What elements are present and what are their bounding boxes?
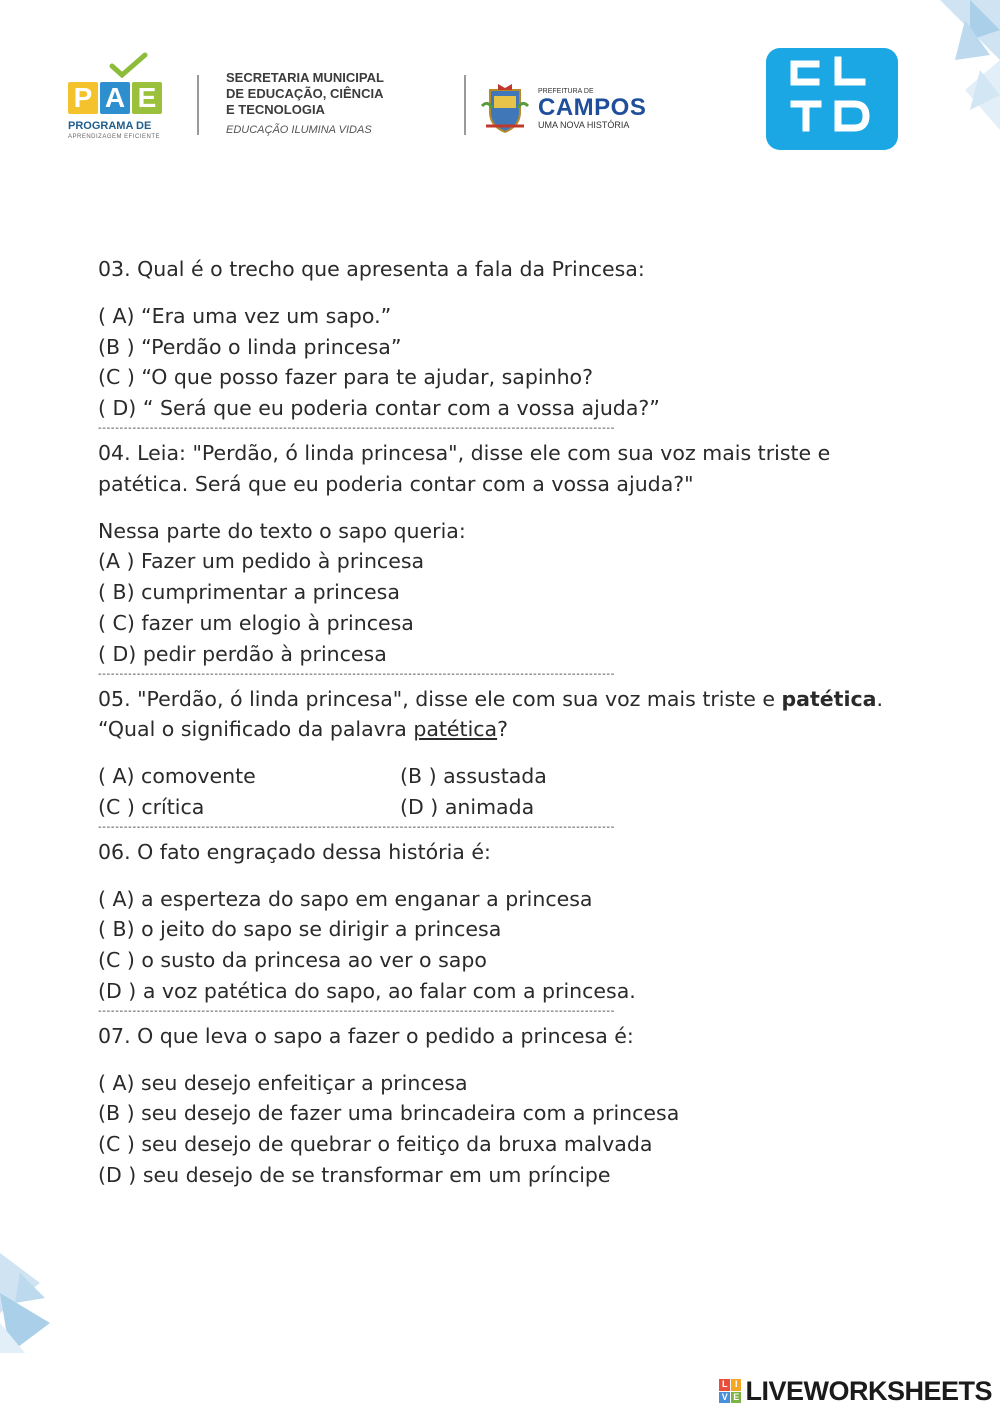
checkmark-icon xyxy=(108,52,148,78)
corner-pattern-bottom-left xyxy=(0,1253,60,1353)
lw-icon-letter: I xyxy=(731,1379,742,1391)
question-text: 03. Qual é o trecho que apresenta a fala da Princesa: xyxy=(98,257,645,281)
prefeitura-tagline: UMA NOVA HISTÓRIA xyxy=(538,120,630,130)
liveworksheets-watermark xyxy=(719,1377,992,1405)
answer-option[interactable]: (C ) o susto da princesa ao ver o sapo xyxy=(98,948,487,973)
question-list xyxy=(98,254,903,1191)
question-text: 07. O que leva o sapo a fazer o pedido a princesa é: xyxy=(98,1023,634,1048)
question-07 xyxy=(98,1021,903,1191)
answer-option[interactable]: ( A) comovente xyxy=(98,764,256,789)
answer-option[interactable]: ( C) fazer um elogio à princesa xyxy=(98,610,414,635)
pae-letter-p: P xyxy=(68,82,98,114)
header-divider xyxy=(464,75,466,135)
dashed-separator: ------------------------------------------------------------------------------------------------------------------------ xyxy=(98,822,616,833)
question-text-part: . xyxy=(876,686,884,711)
secretaria-line: E TECNOLOGIA xyxy=(226,102,325,117)
secretaria-block xyxy=(226,70,456,136)
answer-option[interactable]: (D ) animada xyxy=(400,794,535,819)
secretaria-slogan: EDUCAÇÃO ILUMINA VIDAS xyxy=(226,124,372,136)
answer-option[interactable]: ( A) “Era uma vez um sapo.” xyxy=(98,303,392,328)
answer-option[interactable]: ( D) pedir perdão à princesa xyxy=(98,641,387,666)
question-text-part: “Qual o significado da palavra xyxy=(98,717,414,742)
header-divider xyxy=(197,75,199,135)
question-04 xyxy=(98,438,903,670)
answer-option[interactable]: ( D) “ Será que eu poderia contar com a vossa ajuda?” xyxy=(98,396,660,421)
answer-option[interactable]: (B ) assustada xyxy=(400,764,547,789)
lw-icon-letter: V xyxy=(719,1392,730,1404)
prefeitura-logo xyxy=(538,88,646,130)
pae-logo xyxy=(68,52,173,152)
question-06 xyxy=(98,837,903,1007)
answer-option[interactable]: ( B) cumprimentar a princesa xyxy=(98,580,400,605)
answer-option[interactable]: (C ) “O que posso fazer para te ajudar, sapinho? xyxy=(98,365,593,390)
dashed-separator: ------------------------------------------------------------------------------------------------------------------------ xyxy=(98,669,616,680)
pae-letter-a: A xyxy=(100,82,130,114)
question-text-part: ? xyxy=(497,717,508,742)
coat-of-arms-icon xyxy=(480,82,530,134)
answer-option[interactable]: (B ) seu desejo de fazer uma brincadeira com a princesa xyxy=(98,1101,680,1126)
answer-row xyxy=(98,792,903,823)
question-prompt: Nessa parte do texto o sapo queria: xyxy=(98,518,466,543)
liveworksheets-icon xyxy=(719,1379,741,1403)
document-header xyxy=(60,50,940,160)
prefeitura-name: CAMPOS xyxy=(538,94,647,121)
prefeitura-prefix: PREFEITURA DE xyxy=(538,88,594,95)
pae-small-text: APRENDIZAGEM EFICIENTE xyxy=(68,134,161,140)
question-subtext xyxy=(98,714,903,745)
question-text: 06. O fato engraçado dessa história é: xyxy=(98,839,491,864)
question-03 xyxy=(98,254,903,424)
question-text xyxy=(98,684,903,715)
answer-option[interactable]: (A ) Fazer um pedido à princesa xyxy=(98,549,425,574)
cltd-logo-icon xyxy=(766,48,898,150)
liveworksheets-brand: LIVEWORKSHEETS xyxy=(745,1375,992,1406)
lw-icon-letter: L xyxy=(719,1379,730,1391)
answer-option[interactable]: ( B) o jeito do sapo se dirigir a princesa xyxy=(98,917,502,942)
dashed-separator: ------------------------------------------------------------------------------------------------------------------------ xyxy=(98,1006,616,1017)
answer-option[interactable]: (C ) seu desejo de quebrar o feitiço da bruxa malvada xyxy=(98,1132,653,1157)
underlined-word: patética xyxy=(413,717,498,742)
dashed-separator: ------------------------------------------------------------------------------------------------------------------------ xyxy=(98,423,616,434)
answer-option[interactable]: (D ) a voz patética do sapo, ao falar com a princesa. xyxy=(98,978,636,1003)
pae-letter-e: E xyxy=(132,82,162,114)
question-text-part: 05. "Perdão, ó linda princesa", disse ele com sua voz mais triste e xyxy=(98,686,782,711)
answer-option[interactable]: (D ) seu desejo de se transformar em um príncipe xyxy=(98,1162,611,1187)
pae-subtitle: PROGRAMA DE xyxy=(68,120,152,132)
question-text: 04. Leia: "Perdão, ó linda princesa", disse ele com sua voz mais triste e patética. Será que eu poderia contar com a vossa ajuda?" xyxy=(98,440,831,496)
secretaria-line: SECRETARIA MUNICIPAL xyxy=(226,70,384,85)
question-05 xyxy=(98,684,903,823)
answer-option[interactable]: (B ) “Perdão o linda princesa” xyxy=(98,334,402,359)
secretaria-line: DE EDUCAÇÃO, CIÊNCIA xyxy=(226,86,384,101)
answer-option[interactable]: (C ) crítica xyxy=(98,794,205,819)
answer-option[interactable]: ( A) a esperteza do sapo em enganar a princesa xyxy=(98,886,593,911)
answer-option[interactable]: ( A) seu desejo enfeitiçar a princesa xyxy=(98,1070,468,1095)
bold-word: patética xyxy=(781,686,877,711)
answer-row xyxy=(98,761,903,792)
lw-icon-letter: E xyxy=(731,1392,742,1404)
